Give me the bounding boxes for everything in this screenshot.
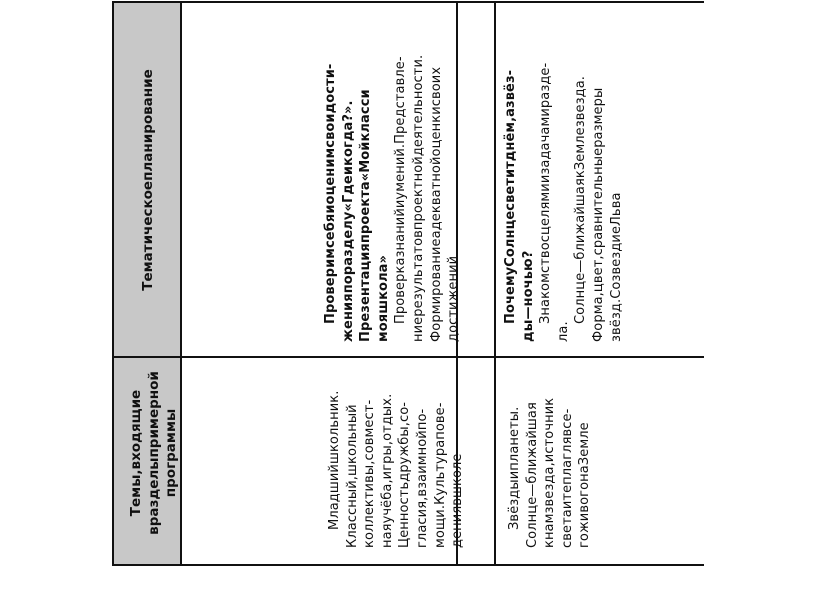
block2-planning-title: ПочемуСолнцесветитднём,азвёз- ды—ночью? (503, 69, 536, 342)
table-border-left (112, 1, 114, 566)
column-divider (112, 356, 704, 358)
block2-planning-body2: Солнце—ближайшаякЗемлезвезда. Форма,цвет,сравнительныеразмеры звёзд.СозвездиеЛьва (573, 75, 624, 342)
block1-planning-title: Проверимсебяиоценимсвоидости- женияпоразделу«Гдеикогда?». Презентацияпроекта«Мойкласси мояшкола» (323, 63, 391, 342)
table-border-top (112, 1, 704, 3)
table-border-bottom (112, 564, 704, 566)
header-topics-cell (128, 358, 181, 548)
block1-topics-text: Младшийшкольник. Классный,школьный коллективы,совмест- наяучёба,игры,отдых. Ценностьдружбы,со- гласия,взаимнойпо- мощи.Культурапове- дениявшколе (327, 390, 466, 548)
header-planning-cell (140, 20, 158, 340)
block2-topics-text: Звёздыипланеты. Солнце—ближайшая кнамзвезда,источник светаитеплаглявсе- гоживогонаЗемле (507, 397, 593, 548)
block1-planning-body: Проверказнанийиумений.Представле- ниерезультатовпроектнойдеятельности. Формированиеадекватнойоценкисвоих достижений (393, 54, 462, 342)
page-break-line-right (494, 1, 496, 566)
block1-topics-cell (326, 388, 467, 548)
block2-planning-cell (502, 52, 625, 342)
block2-topics-cell (506, 388, 594, 548)
header-planning-label: Тематическоепланирование (140, 69, 156, 291)
block2-planning-body1: Знакомствосцелямиизадачамиразде- ла. (538, 62, 571, 342)
header-topics-label: Темы,входящие вразделыпримерной программы (128, 371, 179, 535)
block1-planning-cell (322, 52, 463, 342)
